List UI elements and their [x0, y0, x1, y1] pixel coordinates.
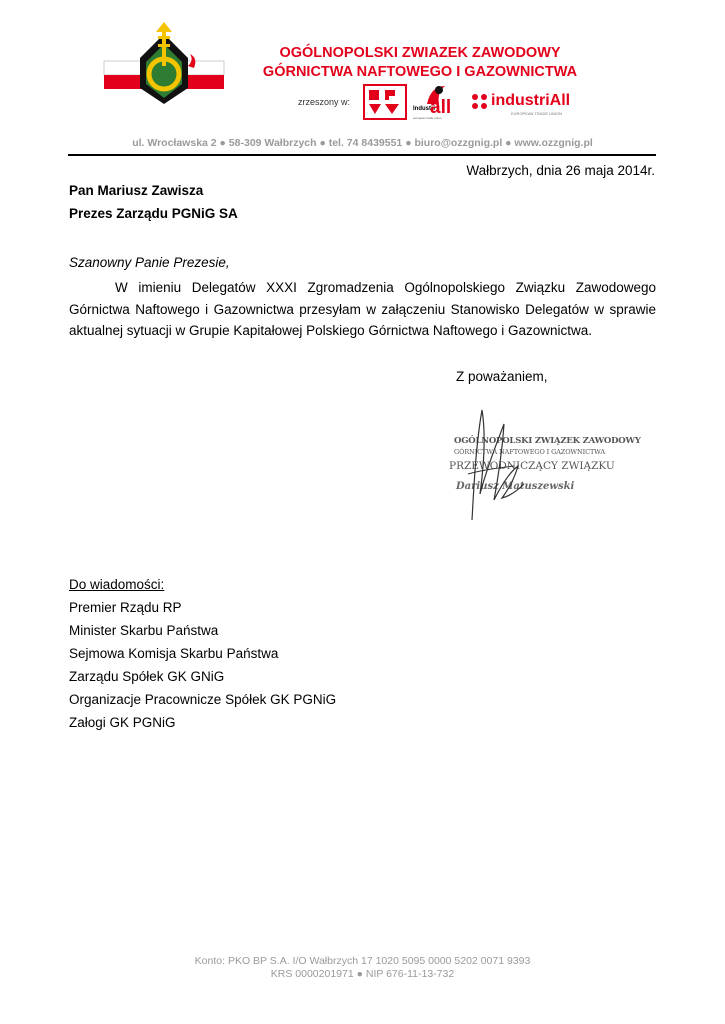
- distribution-item: Załogi GK PGNiG: [69, 715, 176, 730]
- footer-registry: KRS 0000201971 ● NIP 676-11-13-732: [270, 968, 455, 980]
- industriall-sub: EUROPEAN TRADE UNION: [511, 111, 563, 116]
- distribution-item: Organizacje Pracownicze Spółek GK PGNiG: [69, 692, 337, 707]
- industriall-small-sub: european trade union: [413, 116, 442, 120]
- salutation: Szanowny Panie Prezesie,: [69, 255, 230, 270]
- opzz-logo: [363, 84, 407, 120]
- industriall-small-logo: [413, 84, 457, 122]
- distribution-item: Sejmowa Komisja Skarbu Państwa: [69, 646, 279, 661]
- stamp-line3: PRZEWODNICZĄCY ZWIĄZKU: [449, 460, 615, 472]
- org-name-line2: GÓRNICTWA NAFTOWEGO I GAZOWNICTWA: [262, 64, 578, 80]
- footer-bank-account: Konto: PKO BP S.A. I/O Wałbrzych 17 1020 5095 0000 5202 0071 9393: [194, 955, 531, 967]
- stamp-line1: OGÓLNOPOLSKI ZWIĄZEK ZAWODOWY: [454, 436, 641, 446]
- distribution-title: Do wiadomości:: [69, 577, 165, 592]
- handwritten-signature: [458, 404, 538, 528]
- affiliated-label: zrzeszony w:: [298, 97, 351, 107]
- recipient-title: Prezes Zarządu PGNiG SA: [69, 206, 238, 221]
- header-divider: [68, 154, 656, 156]
- industriall-dots-icon: [471, 93, 489, 111]
- letter-body: W imieniu Delegatów XXXI Zgromadzenia Ogólnopolskiego Związku Zawodowego Górnictwa Naftowego i Gazownictwa przesyłam w załączeniu Stanowisko Delegatów w sprawie aktualnej sytuacji w Grupie Kapitałowej Polskiego Górnictwa Naftowego i Gazownictwa.: [69, 280, 656, 338]
- distribution-item: Minister Skarbu Państwa: [69, 623, 219, 638]
- stamp-line4: Dariusz Matuszewski: [456, 481, 575, 492]
- recipient-name: Pan Mariusz Zawisza: [69, 183, 204, 198]
- distribution-item: Zarządu Spółek GK GNiG: [69, 669, 225, 684]
- org-name-line1: OGÓLNOPOLSKI ZWIAZEK ZAWODOWY: [279, 45, 561, 61]
- address-line: ul. Wrocławska 2 ● 58-309 Wałbrzych ● tel. 74 8439551 ● biuro@ozzgnig.pl ● www.ozzgnig.pl: [132, 137, 593, 149]
- letter-date: Wałbrzych, dnia 26 maja 2014r.: [466, 163, 655, 178]
- distribution-item: Premier Rządu RP: [69, 600, 182, 615]
- stamp-line2: GÓRNICTWA NAFTOWEGO I GAZOWNICTWA: [454, 448, 606, 456]
- union-emblem-logo: [100, 18, 228, 110]
- industriall-small-big: all: [430, 97, 452, 118]
- industriall-text: industriAll: [491, 92, 571, 109]
- industriall-small-top: Industri: [413, 106, 435, 112]
- closing: Z poważaniem,: [456, 369, 548, 384]
- industriall-logo: [471, 92, 581, 118]
